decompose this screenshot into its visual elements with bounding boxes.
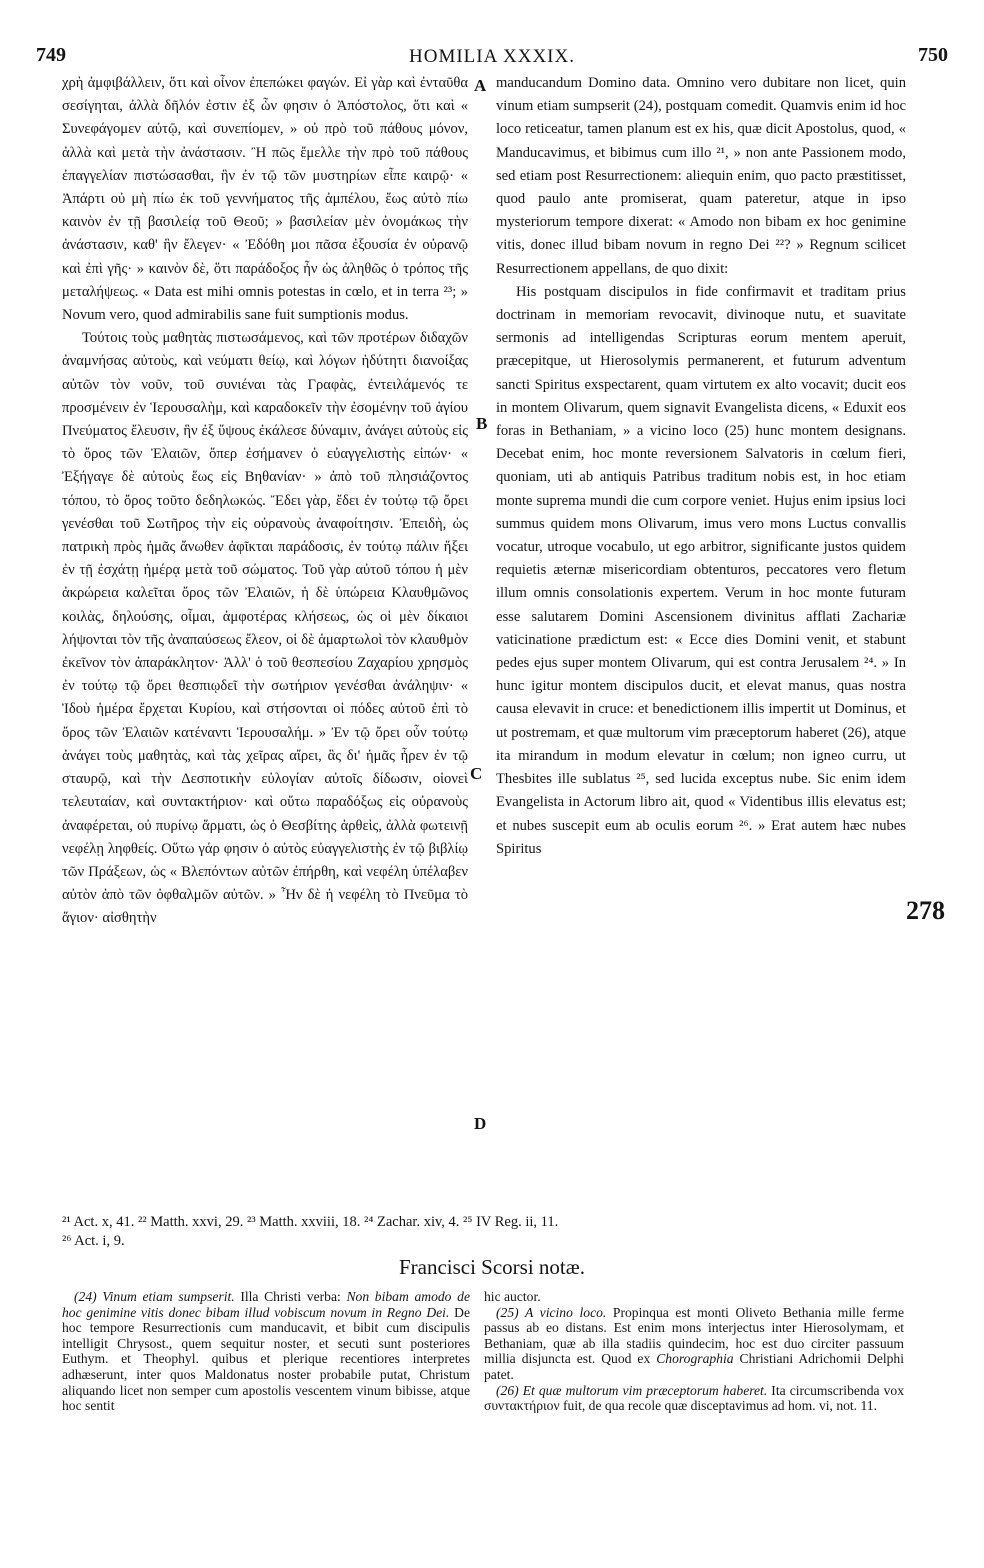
latin-paragraph: His postquam discipulos in fide confirmavit et traditam prius doctrinam in memoriam revocavit, divinoque nutu, et suavitate sermonis ad intelligendas Scripturas eorum mentem aperuit, præcepitque, ut Hierosolymis permanerent, et futurum adventum sancti Spiritus exspectarent, quam virtutem ex alto vocavit; ducit eos in montem Olivarum, quem signavit Evangelista dicens, « Eduxit eos foras in Bethaniam, » a vicino loco (25) hunc montem designans. Decebat enim, hoc monte reversionem Salvatoris in cœlum fieri, quoniam, uti ab antiquis Patribus traditum nobis est, in hoc etiam monte suprema mundi die cum corpore veniet. Hujus enim ipsius loci summus quidem mons Olivarum, imus vero mons Luctus convallis vocatur, utroque vocabulo, ut ego arbitror, significante justos quidem requietis æternæ misericordiam obtenturos, peccatores vero fletum illum omnis consolationis expertem. Verum in hoc monte futuram esse salutarem Domini Ascensionem divinitus afflati Zachariæ vaticinatione prædictum est: « Ecce dies Domini venit, et stabunt pedes ejus super montem Olivarum, qui est contra Jerusalem ²⁴. » In hunc igitur montem discipulos ducit, et elevat manus, quas nostra causa elevavit in cruce: et benedictionem illis impertit ut Dominus, et ut postremam, et quæ multorum vim præceptorum haberet (26), atque ita mirandum in modum elevatur in cœlum; non igneo curru, ut Thesbites ille sublatus ²⁵, sed lucida exceptus nube. Sic enim idem Evangelista in Actorum libro ait, quod « Videntibus illis elevatus est; et nubes suscepit eum ab oculis eorum ²⁶. » Erat autem hæc nubes Spiritus [496,283,906,857]
note-text: Ita circumscribenda vox συντακτήριον fuit, de qua recole quæ disceptavimus ad hom. vi, not. 11. [484,1382,904,1414]
page-number-left: 749 [36,44,66,66]
latin-paragraph: manducandum Domino data. Omnino vero dubitare non licet, quin vinum etiam sumpserit (24), postquam comedit. Quamvis enim id hoc loco reticeatur, tamen planum est ex his, quæ dicit Apostolus, quod, « Manducavimus, et bibimus cum illo ²¹, » non ante Passionem modo, sed etiam post Resurrectionem: aliequin enim, quo pacto præstitisset, quod paulo ante promiserat, quam pateretur, atque in ipso mysteriorum tempore dixerat: « Amodo non bibam ex hoc genimine vitis, donec illud bibam novum in regno Dei ²²? » Regnum scilicet Resurrectionem appellans, de quo dixit: [496,75,906,277]
note-text: Christiani Adrichomii Delphi patet. [484,1351,904,1382]
scripture-references [62,1213,922,1251]
note-text: De hoc tempore Resurrectionis cum manducavit, et bibit cum discipulis intelligit Chrysost., quem sequitur noster, et secuti sunt posteriores Euthym. et Theophyl. quibus et plerique recentiores interpretes adhæserunt, inter quos Maldonatus noster probabile putat, Christum aliquando licet non semper cum apostolis vescentem vinum bibisse, atque hoc sentit [62,1304,470,1414]
reference-line: ²¹ Act. x, 41. ²² Matth. xxvi, 29. ²³ Matth. xxviii, 18. ²⁴ Zachar. xiv, 4. ²⁵ IV Reg. ii, 11. [62,1214,559,1230]
greek-column [62,72,468,1188]
note-25 [484,1305,904,1383]
reference-line: ²⁶ Act. i, 9. [62,1233,125,1249]
note-lemma: (24) Vinum etiam sumpserit. [74,1289,235,1304]
note-lemma: (25) A vicino loco. [496,1304,607,1320]
notes-column-right [484,1289,904,1499]
section-marker-c: C [470,764,483,783]
section-marker-d: D [474,1114,487,1133]
note-lemma: (26) Et quæ multorum vim præceptorum haberet. [496,1382,768,1398]
note-quote: Non bibam amodo de hoc genimine vitis donec bibam illud vobiscum novum in Regno Dei. [62,1289,470,1320]
notes-heading: Francisci Scorsi notæ. [398,1255,586,1279]
greek-paragraph: Τούτοις τοὺς μαθητὰς πιστωσάμενος, καὶ τῶν προτέρων διδαχῶν ἀναμνήσας αὐτοὺς, καὶ νεύματι θείῳ, καὶ λόγων ἡδύτητι διανοίξας αὐτῶν τὸν νοῦν, τοῦ συνιέναι τὰς Γραφὰς, ἐντειλάμενός τε προσμένειν ἐν Ἱερουσαλὴμ, καὶ καραδοκεῖν τὴν ἐσομένην τοῦ ἁγίου Πνεύματος ἔλευσιν, ἣν ἐξ ὕψους ἐκάλεσε δύναμιν, ἀνάγει αὐτοὺς εἰς τὸ ὄρος τῶν Ἐλαιῶν, ὅπερ ἐσήμανεν ὁ εὐαγγελιστὴς εἰπών· « Ἐξήγαγε δὲ αὐτοὺς ἕως εἰς Βηθανίαν· » ἀπὸ τοῦ πλησιάζοντος τόπου, τὸ ὄρος τοῦτο δεδηλωκώς. Ἔδει γὰρ, ἔδει ἐν τούτῳ τῷ ὄρει γενέσθαι τοῦ Σωτῆρος τὴν εἰς οὐρανοὺς ἀναφοίτησιν. Ἐπειδὴ, ὡς πατρικὴ πρὸς ἡμᾶς ἄνωθεν ἀφῖκται παράδοσις, ἐν τούτῳ πάλιν ἥξει ἐν τῇ ἐσχάτῃ ἡμέρᾳ μετὰ τοῦ σώματος. Τοῦ γὰρ αὐτοῦ τόπου ἡ μὲν ἀκρώρεια καλεῖται ὄρος τῶν Ἐλαιῶν, ἡ δὲ ὑπώρεια Κλαυθμῶνος κοιλὰς, δηλούσης, οἶμαι, ἀμφοτέρας κλήσεως, ὡς οἱ μὲν δίκαιοι λήψονται τὸν τῆς ἀναπαύσεως ἔλεον, οἱ δὲ ἁμαρτωλοὶ τὸν κλαυθμὸν ἐκεῖνον τὸν ἀπαράκλητον· Ἀλλ' ὁ τοῦ θεσπεσίου Ζαχαρίου χρησμὸς ἐν τούτῳ τῷ ὄρει θεσπιῳδεῖ τὴν σωτήριον γενέσθαι ἀνάληψιν· « Ἰδοὺ ἡμέρα ἔρχεται Κυρίου, καὶ στήσονται οἱ πόδες αὐτοῦ ἐπὶ τὸ ὄρος τῶν Ἐλαιῶν κατέναντι Ἱερουσαλήμ. » Ἐν τῷ ὄρει οὖν τούτῳ ἀνάγει τοὺς μαθητὰς, καὶ τὰς χεῖρας αἴρει, ἃς δι' ἡμᾶς ἦρεν ἐν τῷ σταυρῷ, καὶ τὴν Δεσποτικὴν εὐλογίαν αὐτοῖς δίδωσιν, οἱονεὶ τελευταίαν, καὶ συντακτήριον· καὶ οὕτω παραδόξως εἰς οὐρανοὺς ἀναφέρεται, οὐ πυρίνῳ ἅρματι, ὡς ὁ Θεσβίτης ἀρθεὶς, ἀλλὰ φωτεινῇ νεφέλῃ ληφθείς. Οὕτω γάρ φησιν ὁ αὐτὸς εὐαγγελιστὴς ἐν τῷ βιβλίῳ τῶν Πράξεων, ὡς « Βλεπόντων αὐτῶν ἐπήρθη, καὶ νεφέλη ὑπέλαβεν αὐτὸν ἀπὸ τῶν ὀφθαλμῶν αὐτῶν. » Ἦν δὲ ἡ νεφέλη τὸ Πνεῦμα τὸ ἅγιον· αἰσθητὴν [62,330,468,927]
note-24 [62,1289,470,1414]
note-text: Propinqua est monti Oliveto Bethania mille ferme passus ab eo distans. Est enim mons interjectus inter Hierosolymam, et Bethaniam, quæ ab illa stadiis quindecim, hoc est duo circiter passuum millia disjuncta est. Quod ex [484,1304,904,1367]
latin-column [496,72,906,1188]
note-text: Illa Christi verba: [234,1289,347,1304]
note-book-title: Chorographia [656,1351,734,1367]
running-title: HOMILIA XXXIX. [409,46,575,67]
section-marker-b: B [476,414,488,433]
note-continuation: hic auctor. [484,1289,541,1304]
note-26 [484,1383,904,1414]
section-marker-a: A [474,76,487,95]
page-header [36,44,948,74]
greek-paragraph: χρὴ ἀμφιβάλλειν, ὅτι καὶ οἶνον ἐπεπώκει φαγών. Εἰ γὰρ καὶ ἐνταῦθα σεσίγηται, ἀλλὰ δῆλόν ἐστιν ἐξ ὧν φησιν ὁ Ἀπόστολος, ὅτι καὶ « Συνεφάγομεν αὐτῷ, καὶ συνεπίομεν, » οὐ πρὸ τοῦ πάθους μόνον, ἀλλὰ καὶ μετὰ τὴν ἀνάστασιν. Ἢ πῶς ἔμελλε τὴν πρὸ τοῦ πάθους ἐπαγγελίαν πιστώσασθαι, ἣν ἐν τῷ τῶν μυστηρίων εἶπε καιρῷ· « Ἀπάρτι οὐ μὴ πίω ἐκ τοῦ γεννήματος τῆς ἀμπέλου, ἕως αὐτὸ πίω καινὸν ἐν τῇ βασιλείᾳ τοῦ Θεοῦ; » βασιλείαν μὲν ὀνομάκως τὴν ἀνάστασιν, καθ' ἣν ἔλεγεν· « Ἐδόθη μοι πᾶσα ἐξουσία ἐν οὐρανῷ καὶ ἐπὶ γῆς· » καινὸν δὲ, ὅτι παράδοξος ἦν ὡς ἀληθῶς ὁ τρόπος τῆς μεταλήψεως. « Data est mihi omnis potestas in cœlo, et in terra ²³; » Novum vero, quod admirabilis sane fuit sumptionis modus. [62,75,468,324]
page-number-right: 750 [918,44,948,66]
notes-column-left [62,1289,470,1499]
column-number: 278 [906,896,945,925]
